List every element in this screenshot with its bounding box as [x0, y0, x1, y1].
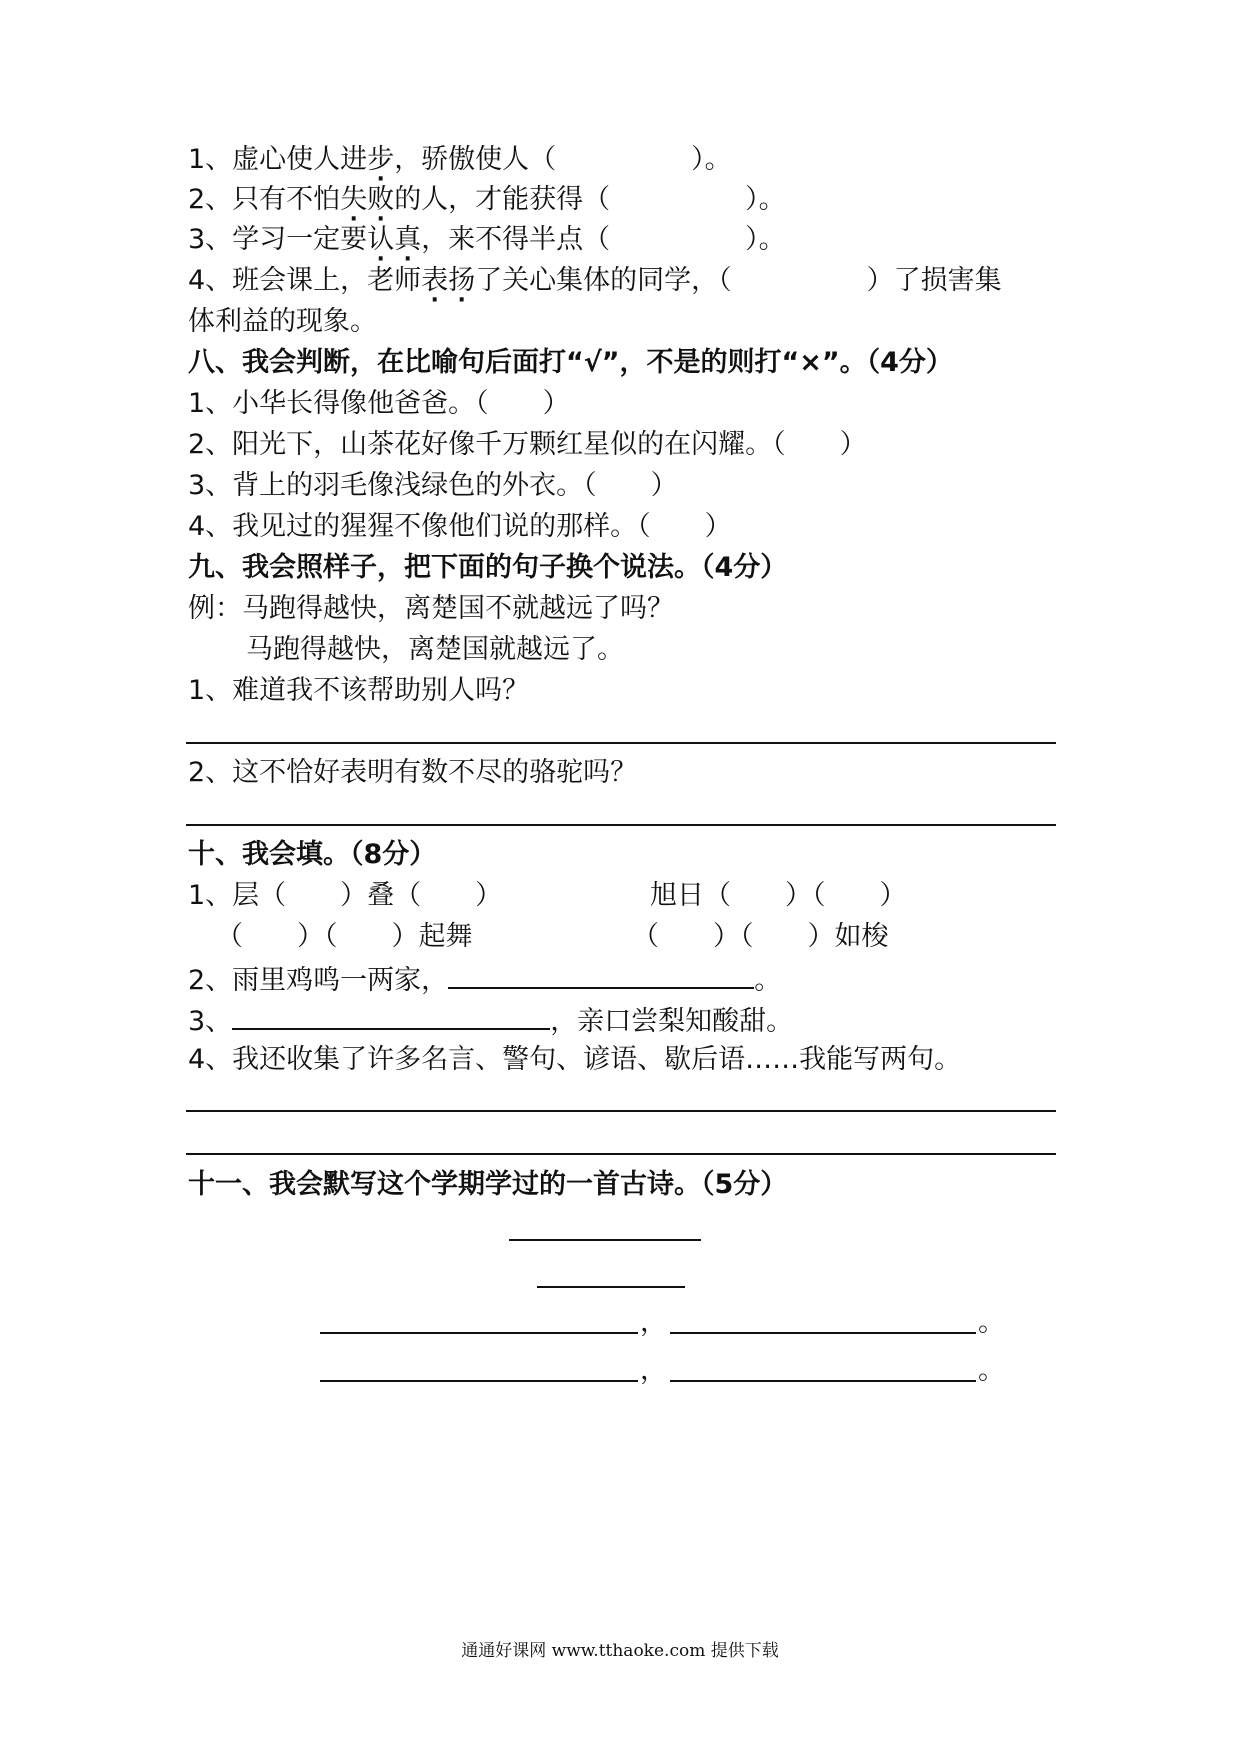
poem-title-line[interactable] [509, 1239, 701, 1241]
poem-comma: ， [640, 1307, 667, 1338]
q10-4: 4、我还收集了许多名言、警句、谚语、歇后语……我能写两句。 [188, 1044, 962, 1075]
q9-2: 2、这不恰好表明有数不尽的骆驼吗？ [188, 757, 638, 788]
answer-line-10-4b[interactable] [186, 1153, 1056, 1155]
poem-line-1b[interactable] [670, 1332, 976, 1334]
poem-comma: ， [640, 1355, 667, 1386]
section8-heading: 八、我会判断，在比喻句后面打“√”，不是的则打“×”。（4分） [188, 347, 953, 378]
answer-line-9-1[interactable] [186, 742, 1056, 744]
poem-line-2a[interactable] [320, 1380, 638, 1382]
emphasis-char: 真 [394, 224, 422, 255]
emphasis-char: 失 [340, 184, 368, 215]
q7-3: 3、学习一定要认真，来不得半点（ ）。 [188, 224, 786, 255]
page-footer: 通通好课网 www.tthaoke.com 提供下载 [461, 1641, 779, 1661]
q7-4: 4、班会课上，老师表扬了关心集体的同学，（ ）了损害集 [188, 265, 1002, 296]
emphasis-char: 步 [367, 144, 395, 175]
q9-example-answer: 马跑得越快，离楚国就越远了。 [246, 634, 624, 665]
answer-blank[interactable] [232, 1002, 550, 1030]
q7-1: 1、虚心使人进步，骄傲使人（ ）。 [188, 144, 732, 175]
q8-1: 1、小华长得像他爸爸。（ ） [188, 388, 570, 419]
poem-period: 。 [978, 1307, 1005, 1338]
q9-example: 例：马跑得越快，离楚国不就越远了吗？ [188, 593, 674, 624]
q10-1-left: 1、层（ ）叠（ ） [188, 880, 503, 911]
emphasis-char: 认 [367, 224, 395, 255]
emphasis-char: 表 [421, 265, 449, 296]
answer-line-10-4a[interactable] [186, 1110, 1056, 1112]
section9-heading: 九、我会照样子，把下面的句子换个说法。（4分） [188, 552, 788, 583]
answer-blank[interactable] [448, 961, 754, 989]
emphasis-char: 败 [367, 184, 395, 215]
q8-4: 4、我见过的猩猩不像他们说的那样。（ ） [188, 511, 732, 542]
q8-3: 3、背上的羽毛像浅绿色的外衣。（ ） [188, 470, 678, 501]
poem-author-line[interactable] [537, 1286, 685, 1288]
q7-4-cont: 体利益的现象。 [188, 306, 377, 337]
section10-heading: 十、我会填。（8分） [188, 839, 437, 870]
q10-2: 2、雨里鸡鸣一两家， 。 [188, 961, 781, 998]
section11-heading: 十一、我会默写这个学期学过的一首古诗。（5分） [188, 1169, 788, 1200]
poem-line-2b[interactable] [670, 1380, 976, 1382]
q7-2: 2、只有不怕失败的人，才能获得（ ）。 [188, 184, 786, 215]
poem-line-1a[interactable] [320, 1332, 638, 1334]
poem-period: 。 [978, 1355, 1005, 1386]
q10-1b-right: （ ）（ ）如梭 [632, 921, 889, 952]
emphasis-char: 扬 [448, 265, 476, 296]
q10-3: 3、 ，亲口尝梨知酸甜。 [188, 1002, 793, 1039]
q9-1: 1、难道我不该帮助别人吗？ [188, 675, 530, 706]
q10-1-right: 旭日（ ）（ ） [650, 880, 907, 911]
answer-line-9-2[interactable] [186, 824, 1056, 826]
q10-1b-left: （ ）（ ）起舞 [216, 921, 473, 952]
q8-2: 2、阳光下，山茶花好像千万颗红星似的在闪耀。（ ） [188, 429, 867, 460]
